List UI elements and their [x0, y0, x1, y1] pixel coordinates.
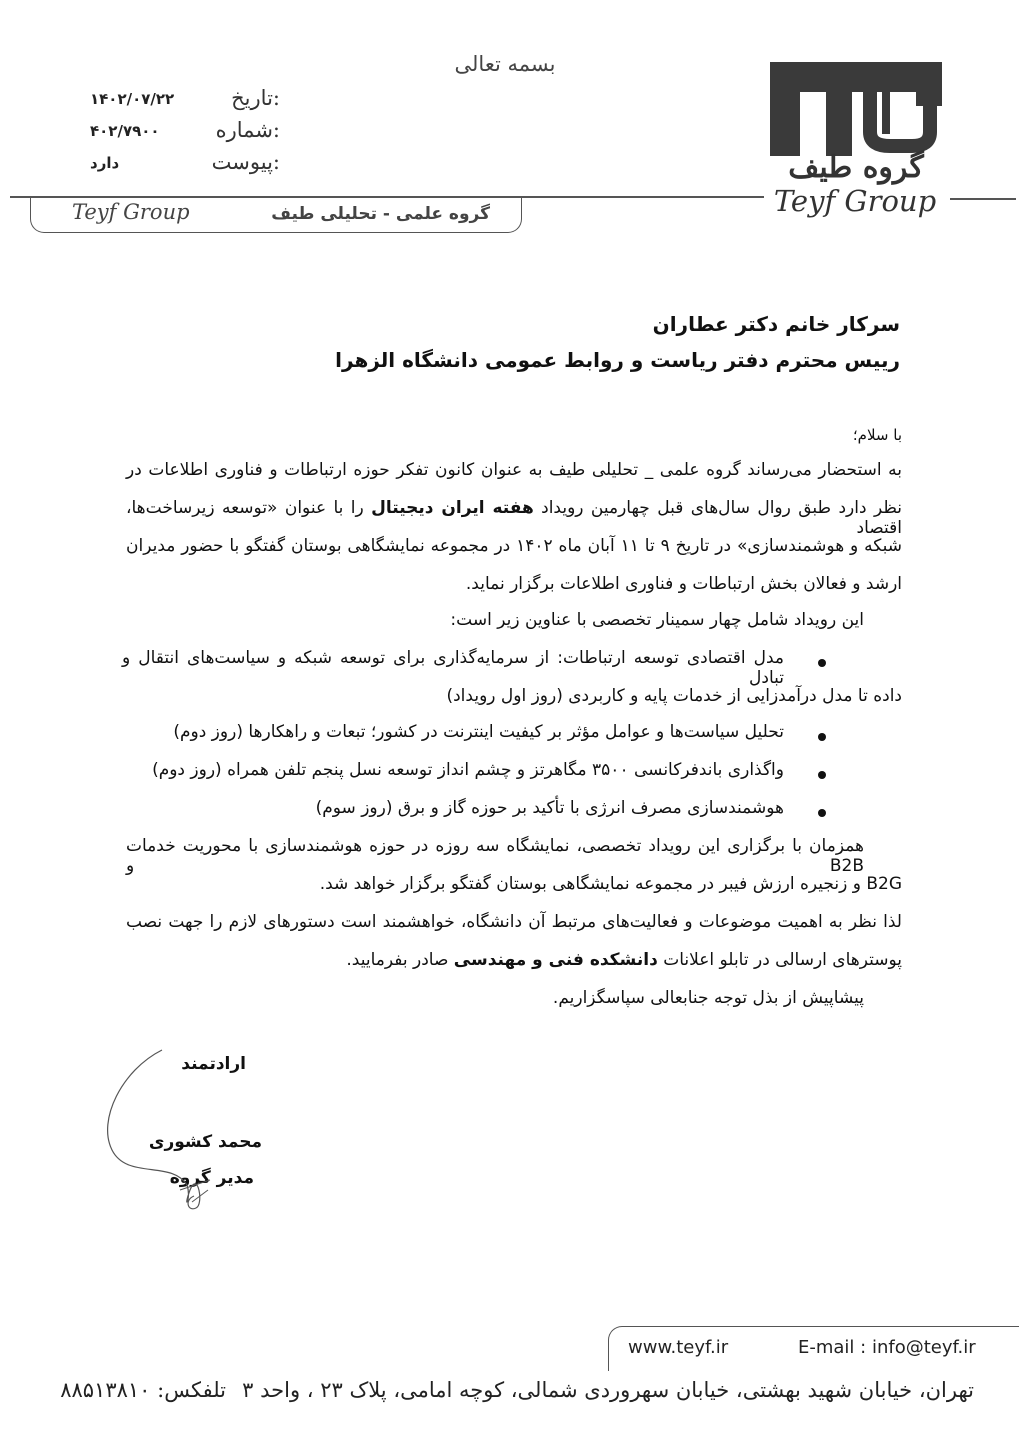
footer-website[interactable]: www.teyf.ir: [628, 1337, 729, 1358]
closing-line: پیشاپیش از بذل توجه جنابعالی سپاسگزاریم.: [552, 988, 864, 1008]
signature-name: محمد کشوری: [148, 1132, 262, 1152]
band-brand-fa: گروه علمی - تحلیلی طیف: [271, 204, 490, 224]
header-divider-right: [950, 198, 1016, 200]
bullet-icon: [818, 809, 826, 817]
number-row: [80, 118, 280, 148]
paragraph-3-line-2: B2G و زنجیره ارزش فیبر در مجموعه نمایشگاهی بوستان گفتگو برگزار خواهد شد.: [319, 874, 902, 894]
footer-email[interactable]: E-mail : info@teyf.ir: [798, 1337, 976, 1358]
signature-regards: ارادتمند: [181, 1054, 246, 1074]
date-row: [80, 86, 280, 116]
paragraph-4-line-2: [346, 950, 902, 970]
paragraph-1-text: نظر دارد طبق روال سال‌های قبل چهارمین رویداد: [533, 498, 902, 518]
band-brand-en: Teyf Group: [72, 200, 190, 224]
paragraph-1-line-1: به استحضار می‌رساند گروه علمی _ تحلیلی طیف به عنوان کانون تفکر حوزه ارتباطات و فناوری اطلاعات در: [126, 460, 902, 480]
paragraph-1-line-4: ارشد و فعالان بخش ارتباطات و فناوری اطلاعات برگزار نماید.: [465, 574, 902, 594]
faculty-emphasis: دانشکده فنی و مهندسی: [453, 950, 658, 970]
bullet-icon: [818, 771, 826, 779]
bismillah-heading: بسمه تعالی: [454, 52, 556, 76]
number-value: ۴۰۲/۷۹۰۰: [90, 122, 160, 140]
greeting: با سلام؛: [852, 426, 902, 444]
attachment-value: دارد: [90, 154, 120, 172]
paragraph-4-text: صادر بفرمایید.: [346, 950, 454, 970]
addressee-title: رییس محترم دفتر ریاست و روابط عمومی دانشگاه الزهرا: [335, 348, 900, 372]
bullet-1-line-1: مدل اقتصادی توسعه ارتباطات: از سرمایه‌گذاری برای توسعه شبکه و سیاست‌های انتقال و تبادل: [122, 648, 784, 688]
bullet-1-line-2: داده تا مدل درآمدزایی از خدمات پایه و کاربردی (روز اول رویداد): [446, 686, 902, 706]
date-value: ۱۴۰۲/۰۷/۲۲: [90, 90, 175, 108]
event-name-emphasis: هفته ایران دیجیتال: [371, 498, 534, 518]
footer-address: تهران، خیابان شهید بهشتی، خیابان سهروردی شمالی، کوچه امامی، پلاک ۲۳ ، واحد ۳: [242, 1378, 974, 1402]
paragraph-2: این رویداد شامل چهار سمینار تخصصی با عناوین زیر است:: [450, 610, 864, 630]
addressee-name: سرکار خانم دکتر عطاران: [652, 312, 900, 336]
bullet-4: هوشمندسازی مصرف انرژی با تأکید بر حوزه گاز و برق (روز سوم): [315, 798, 784, 818]
paragraph-1-line-2: [126, 498, 902, 538]
paragraph-4-line-1: لذا نظر به اهمیت موضوعات و فعالیت‌های مرتبط آن دانشگاه، خواهشمند است دستورهای لازم را جهت نصب: [126, 912, 902, 932]
number-label: شماره:: [215, 118, 280, 142]
attachment-label: پیوست:: [211, 150, 280, 174]
teyf-logo-icon: [770, 62, 942, 156]
paragraph-1-line-3: شبکه و هوشمندسازی» در تاریخ ۹ تا ۱۱ آبان ماه ۱۴۰۲ در مجموعه نمایشگاهی بوستان گفتگو با حضور مدیران: [126, 536, 902, 556]
bullet-icon: [818, 659, 826, 667]
logo-text-fa: گروه طیف: [788, 150, 924, 185]
date-label: تاریخ:: [231, 86, 280, 110]
footer-fax: تلفکس: ۸۸۵۱۳۸۱۰: [60, 1378, 226, 1402]
handwritten-signature: [92, 1040, 232, 1220]
attachment-row: [80, 150, 280, 180]
signature-title: مدیر گروه: [169, 1168, 254, 1188]
paragraph-1-text: را با عنوان «توسعه زیرساخت‌ها، اقتصاد: [126, 498, 902, 538]
paragraph-3-line-1: همزمان با برگزاری این رویداد تخصصی، نمایشگاه سه روزه در حوزه هوشمندسازی با محوریت خدمات B2B و: [126, 836, 864, 876]
bullet-2: تحلیل سیاست‌ها و عوامل مؤثر بر کیفیت اینترنت در کشور؛ تبعات و راهکارها (روز دوم): [173, 722, 784, 742]
logo-text-en: Teyf Group: [773, 184, 937, 218]
paragraph-4-text: پوسترهای ارسالی در تابلو اعلانات: [657, 950, 902, 970]
bullet-icon: [818, 733, 826, 741]
bullet-3: واگذاری باندفرکانسی ۳۵۰۰ مگاهرتز و چشم انداز توسعه نسل پنجم تلفن همراه (روز دوم): [152, 760, 784, 780]
